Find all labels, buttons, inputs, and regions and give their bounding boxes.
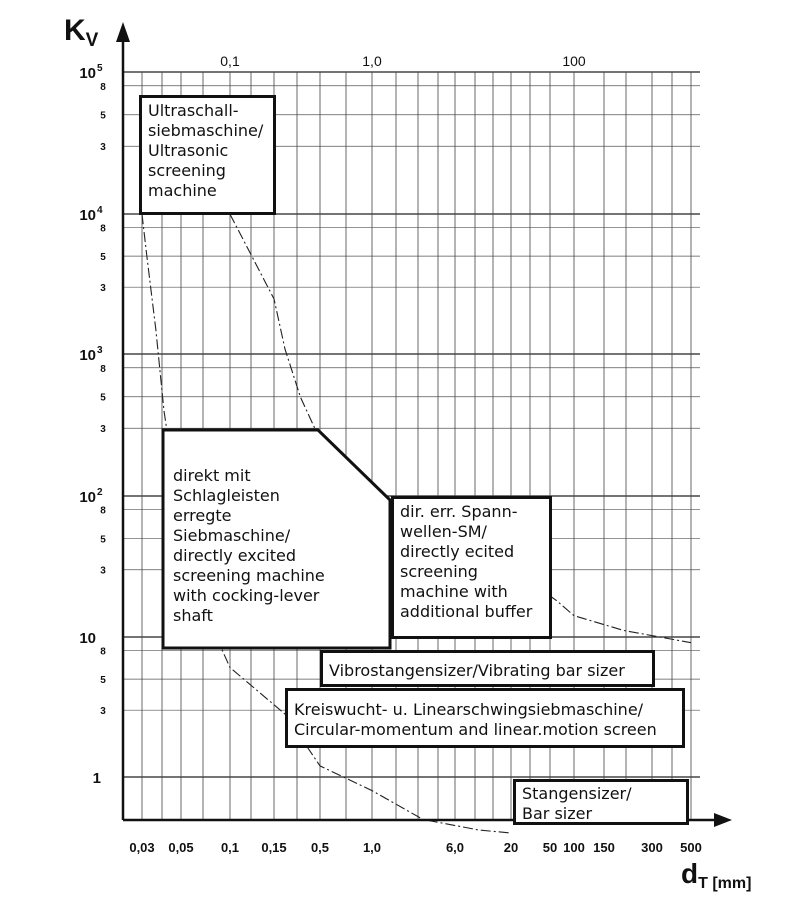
region-ultrasonic-line: screening [148,161,226,180]
region-direct-line: erregte [173,506,232,525]
region-spann-line: wellen-SM/ [400,522,487,541]
y-minor-tick-label: 5 [100,110,106,122]
y-axis-title-main: K [64,14,86,47]
region-spann-line: machine with [400,582,508,601]
x-tick-label: 1,0 [362,840,382,855]
region-spann-label [391,496,552,639]
region-spann-line: directly ecited [400,542,515,561]
x-tick-label: 150 [593,840,615,855]
region-stangen-line: Bar sizer [522,804,593,823]
region-spann-line: dir. err. Spann- [400,502,518,521]
x-top-tick-label: 0,1 [220,53,240,69]
region-direct-line: screening machine [173,566,325,585]
y-minor-tick-label: 8 [100,223,106,235]
y-tick-exponent: 2 [97,487,103,498]
x-tick-label: 50 [542,840,558,855]
x-tick-label: 0,15 [261,840,287,855]
y-tick-label: 10 [79,207,96,224]
x-tick-label: 300 [641,840,663,855]
x-tick-label: 500 [680,840,702,855]
y-tick-label: 10 [79,489,96,506]
y-minor-tick-label: 8 [100,81,106,93]
region-spann-line: additional buffer [400,602,533,621]
region-ultrasonic-line: siebmaschine/ [148,121,264,140]
region-direct-line: Siebmaschine/ [173,526,291,545]
x-top-tick-label: 100 [562,53,586,69]
y-minor-tick-label: 5 [100,252,106,264]
x-tick-label: 0,5 [310,840,330,855]
x-top-tick-label: 1,0 [362,53,382,69]
y-axis-arrow [116,22,130,42]
y-minor-tick-label: 5 [100,675,106,687]
region-direct-label [163,428,343,650]
y-tick-label: 1 [92,770,101,787]
region-ultrasonic-label [139,95,276,215]
y-tick-exponent: 3 [97,345,103,356]
region-ultrasonic-line: Ultrasonic [148,141,229,160]
y-minor-tick-label: 3 [100,142,106,154]
region-spann-line: screening [400,562,478,581]
x-tick-label: 100 [563,840,585,855]
region-kreis-line: Circular-momentum and linear.motion screen [294,720,657,739]
x-axis-arrow [714,813,732,827]
x-tick-label: 0,05 [168,840,194,855]
region-direct-line: shaft [173,606,213,625]
y-minor-tick-label: 5 [100,534,106,546]
y-axis-title [64,14,98,52]
x-axis-title-main: d [681,858,699,889]
region-direct-line: directly excited [173,546,297,565]
y-minor-tick-label: 8 [100,363,106,375]
region-stangen-label [513,779,689,825]
region-vibro-line: Vibrostangensizer/Vibrating bar sizer [329,661,625,680]
y-tick-label: 10 [79,347,96,364]
region-kreis-label [285,688,685,748]
region-stangen-line: Stangensizer/ [522,784,632,803]
region-vibro-label [320,650,655,687]
region-direct-line: Schlagleisten [173,486,280,505]
y-minor-tick-label: 5 [100,392,106,404]
region-ultrasonic-line: machine [148,181,217,200]
y-minor-tick-label: 8 [100,505,106,517]
region-direct-line: direkt mit [173,466,251,485]
x-tick-label: 20 [503,840,519,855]
region-direct-line: with cocking-lever [173,586,320,605]
y-minor-tick-label: 3 [100,283,106,295]
x-axis-title-sub: T [mm] [698,875,752,892]
region-kreis-line: Kreiswucht- u. Linearschwingsiebmaschine/ [294,700,644,719]
y-minor-tick-label: 8 [100,646,106,658]
x-tick-label: 0,03 [129,840,155,855]
y-tick-label: 10 [79,630,96,647]
x-axis-title [681,858,751,893]
y-minor-tick-label: 3 [100,565,106,577]
y-tick-exponent: 4 [97,205,103,216]
region-ultrasonic-line: Ultraschall- [148,101,239,120]
y-tick-exponent: 5 [97,63,103,74]
y-minor-tick-label: 3 [100,706,106,718]
x-tick-label: 6,0 [445,840,465,855]
y-tick-label: 10 [79,65,96,82]
y-axis-title-sub: V [85,30,99,51]
x-tick-label: 0,1 [220,840,240,855]
y-minor-tick-label: 3 [100,424,106,436]
